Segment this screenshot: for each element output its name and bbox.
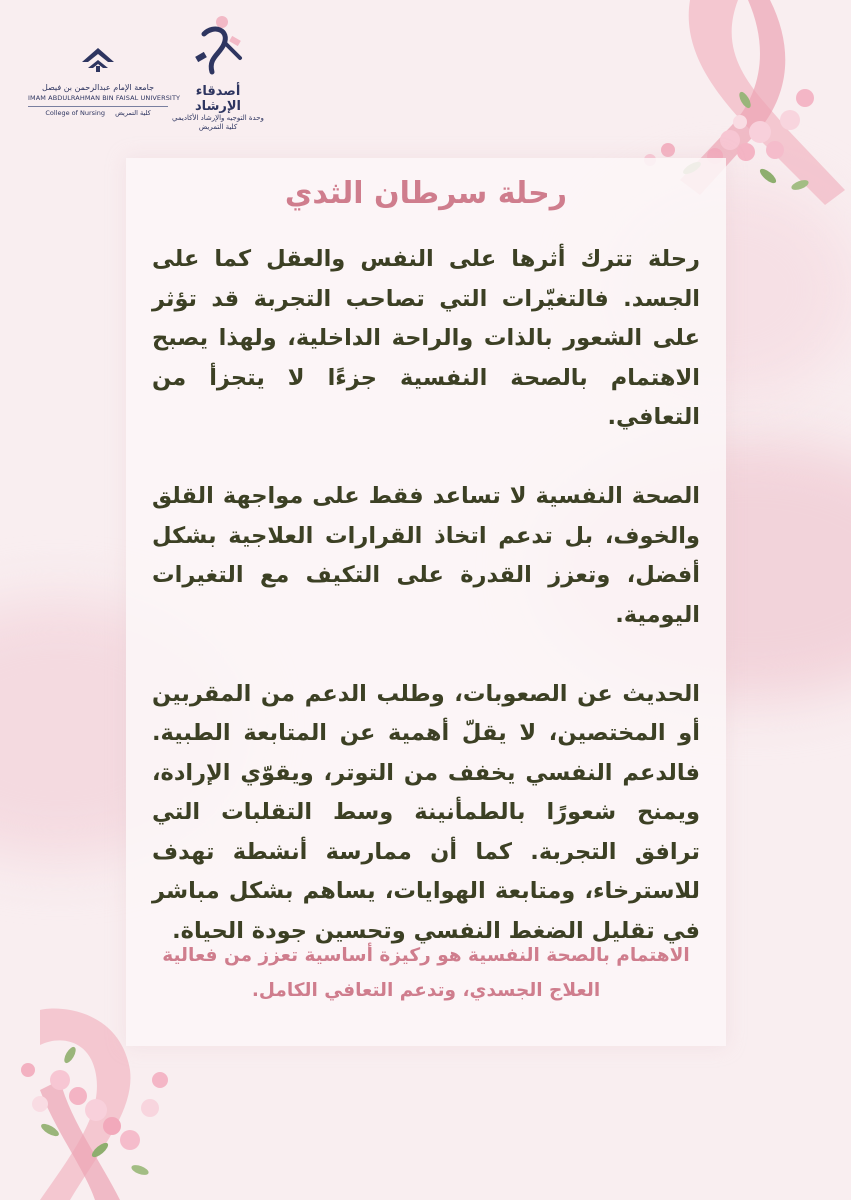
poster-body	[152, 240, 700, 951]
university-name-english: IMAM ABDULRAHMAN BIN FAISAL UNIVERSITY	[28, 94, 181, 102]
college-name-english: College of Nursing	[45, 109, 106, 117]
university-logo	[28, 42, 181, 122]
closing-statement: الاهتمام بالصحة النفسية هو ركيزة أساسية تعزز من فعالية العلاج الجسدي، وتدعم التعافي الكامل.	[162, 945, 690, 1001]
poster-title: رحلة سرطان الثدي	[284, 176, 568, 211]
paragraph-support: الحديث عن الصعوبات، وطلب الدعم من المقربين أو المختصين، لا يقلّ أهمية عن المتابعة الطبية. فالدعم النفسي يخفف من التوتر، ويقوّي الإرادة، ويمنح شعورًا بالطمأنينة وسط التقلبات التي ترافق التجربة. كما أن ممارسة أنشطة تهدف للاسترخاء، ومتابعة الهوايات، يساهم بشكل مباشر في تقليل الضغط النفسي وتحسين جودة الحياة.	[152, 680, 700, 944]
guidance-figure-icon	[190, 14, 246, 80]
university-name-arabic: جامعة الإمام عبدالرحمن بن فيصل	[41, 83, 155, 92]
guidance-unit-title: أصدقاء الإرشاد	[195, 84, 241, 114]
university-emblem-icon	[78, 42, 118, 74]
guidance-unit-subtitle: وحدة التوجيه والإرشاد الأكاديمي	[172, 114, 264, 122]
paragraph-intro: رحلة تترك أثرها على النفس والعقل كما على الجسد. فالتغيّرات التي تصاحب التجربة قد تؤثر على الشعور بالذات والراحة الداخلية، ولهذا يصبح الاهتمام بالصحة النفسية جزءًا لا يتجزأ من التعافي.	[152, 246, 700, 430]
guidance-unit-logo	[172, 14, 264, 131]
guidance-unit-college: كلية التمريض	[198, 123, 238, 131]
college-name-arabic: كلية التمريض	[115, 109, 151, 117]
paragraph-mental-health: الصحة النفسية لا تساعد فقط على مواجهة القلق والخوف، بل تدعم اتخاذ القرارات العلاجية بشكل أفضل، وتعزز القدرة على التكيف مع التغيرات اليومية.	[152, 483, 700, 628]
